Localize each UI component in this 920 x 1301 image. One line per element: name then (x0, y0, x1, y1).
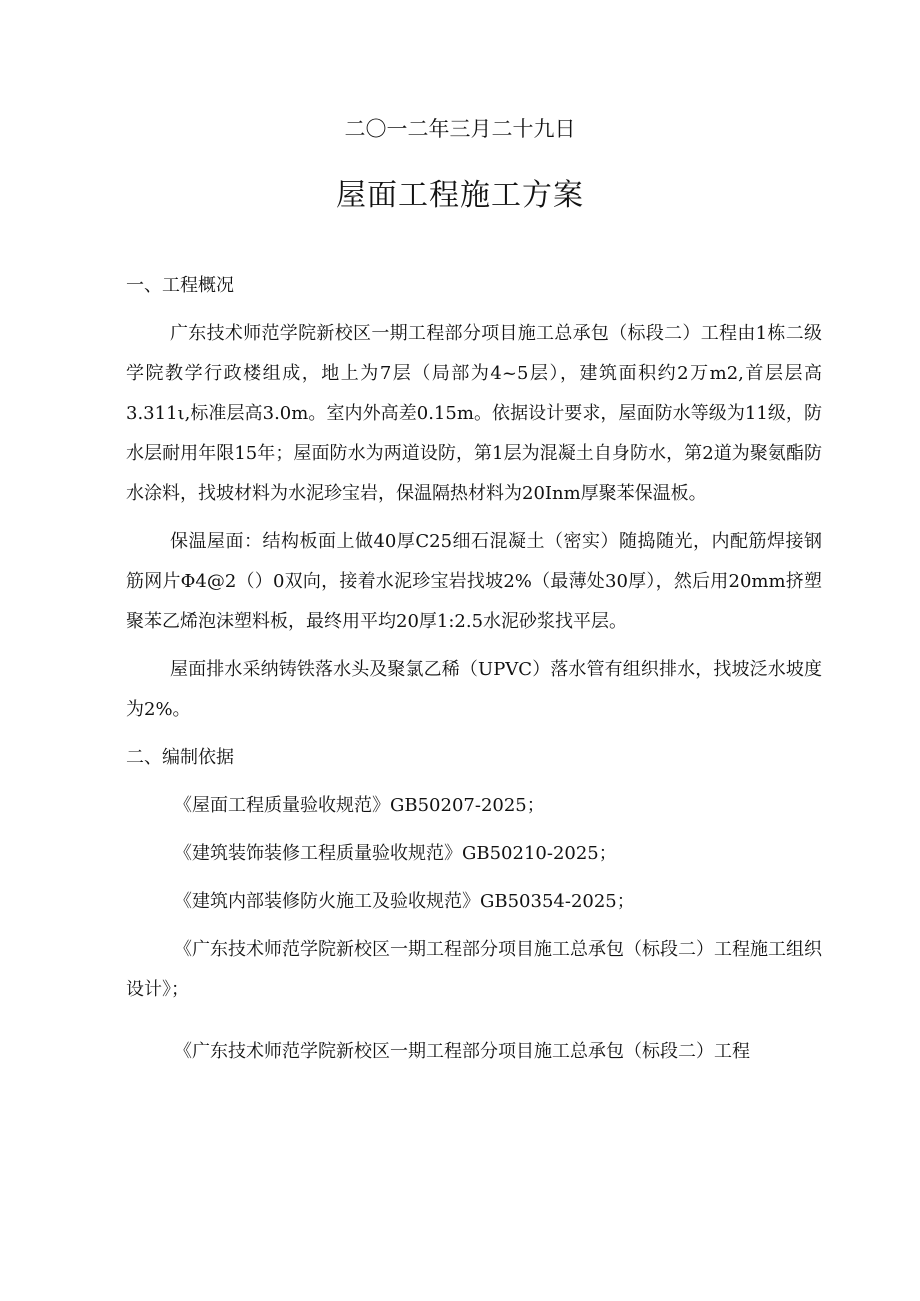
section-heading-overview: 一、工程概况 (126, 275, 234, 296)
basis-item-2: 《建筑装饰装修工程质量验收规范》GB50210-2025； (174, 843, 617, 864)
section-heading-basis: 二、编制依据 (126, 747, 234, 768)
basis-item-4: 《广东技术师范学院新校区一期工程部分项目施工总承包（标段二）工程施工组织设计》； (126, 939, 822, 1000)
basis-item-3: 《建筑内部装修防火施工及验收规范》GB50354-2025； (174, 891, 635, 912)
overview-paragraph-1: 广东技术师范学院新校区一期工程部分项目施工总承包（标段二）工程由1栋二级学院教学行政楼组成，地上为7层（局部为4~5层），建筑面积约2万m2,首层层高3.311ι,标准层高3.0m。室内外高差0.15m。依据设计要求，屋面防水等级为11级，防水层耐用年限15年；屋面防水为两道设防，第1层为混凝土自身防水，第2道为聚氨酯防水涂料，找坡材料为水泥珍宝岩，保温隔热材料为20Inm厚聚苯保温板。 (126, 323, 822, 504)
basis-item-1: 《屋面工程质量验收规范》GB50207-2025； (174, 795, 545, 816)
document-title: 屋面工程施工方案 (336, 178, 584, 213)
document-date: 二〇一二年三月二十九日 (344, 117, 576, 141)
overview-paragraph-3: 屋面排水采纳铸铁落水头及聚氯乙稀（UPVC）落水管有组织排水，找坡泛水坡度为2%。 (126, 659, 822, 720)
basis-item-5: 《广东技术师范学院新校区一期工程部分项目施工总承包（标段二）工程 (174, 1041, 750, 1062)
document-body (126, 266, 822, 1080)
overview-paragraph-2: 保温屋面：结构板面上做40厚C25细石混凝土（密实）随捣随光，内配筋焊接钢筋网片Φ4@2（）0双向，接着水泥珍宝岩找坡2%（最薄处30厚），然后用20mm挤塑聚苯乙烯泡沫塑料板，最终用平均20厚1:2.5水泥砂浆找平层。 (126, 531, 822, 632)
